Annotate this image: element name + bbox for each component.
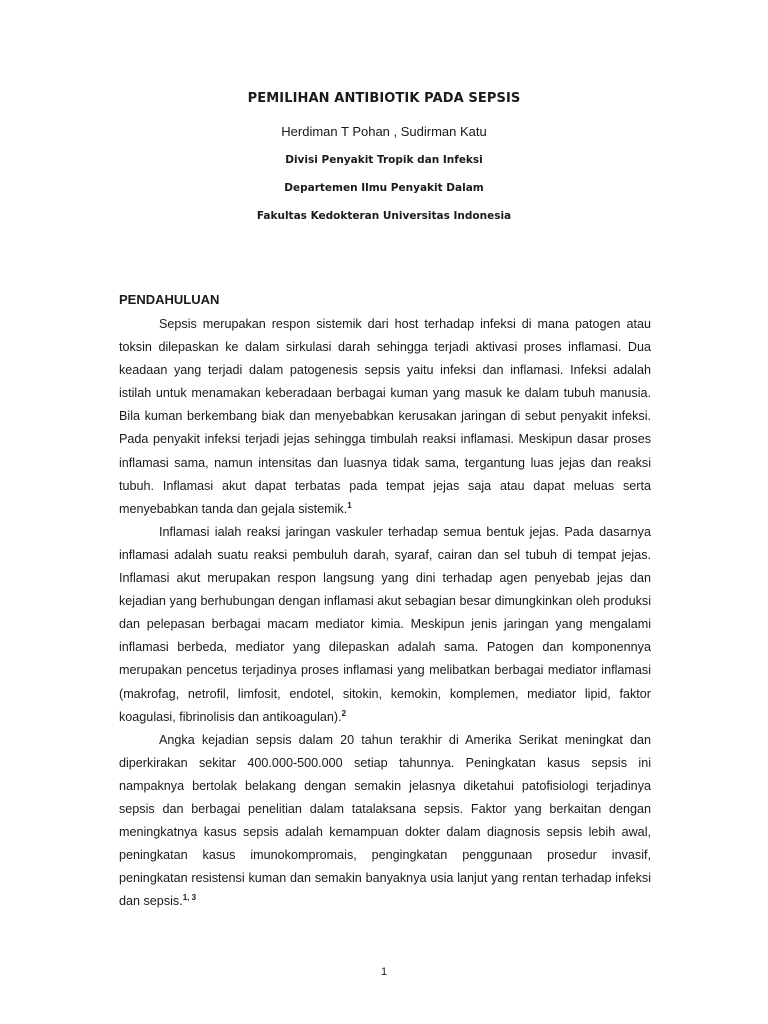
document-title: PEMILIHAN ANTIBIOTIK PADA SEPSIS <box>247 91 521 106</box>
document-authors: Herdiman T Pohan , Sudirman Katu <box>281 124 487 139</box>
paragraph-3-citation: 1, 3 <box>182 893 197 903</box>
paragraph-1-citation: 1 <box>347 500 352 510</box>
page-number: 1 <box>380 966 388 978</box>
paragraph-1-text: Sepsis merupakan respon sistemik dari host terhadap infeksi di mana patogen atau toksin dilepaskan ke dalam sirkulasi darah sehingga terjadi aktivasi proses inflamasi. Dua keadaan yang terjadi dalam patogenesis sepsis yaitu infeksi dan inflamasi. Infeksi adalah istilah untuk menamakan keberadaan berbagai kuman yang masuk ke dalam tubuh manusia. Bila kuman berkembang biak dan menyebabkan kerusakan jaringan di sebut penyakit infeksi. Pada penyakit infeksi terjadi jejas sehingga timbulah reaksi inflamasi. Meskipun dasar proses inflamasi sama, namun intensitas dan luasnya tidak sama, tergantung luas jejas dan reaksi tubuh. Inflamasi akut dapat terbatas pada tempat jejas saja atau dapat meluas serta menyebabkan tanda dan gejala sistemik. <box>119 317 651 516</box>
paragraph-3 <box>119 729 651 914</box>
body-text <box>119 313 651 913</box>
paragraph-2-citation: 2 <box>341 708 347 718</box>
paragraph-2 <box>119 521 651 729</box>
section-heading: PENDAHULUAN <box>119 292 220 307</box>
paragraph-3-text: Angka kejadian sepsis dalam 20 tahun terakhir di Amerika Serikat meningkat dan diperkirakan sekitar 400.000-500.000 setiap tahunnya. Peningkatan kasus sepsis ini nampaknya bertolak belakang dengan semakin jelasnya diketahui patofisiologi terjadinya sepsis dan berbagai penelitian dalam tatalaksana sepsis. Faktor yang berkaitan dengan meningkatnya kasus sepsis adalah kemampuan dokter dalam diagnosis sepsis lebih awal, peningkatan kasus imunokompromais, pengingkatan penggunaan prosedur invasif, peningkatan resistensi kuman dan semakin banyaknya usia lanjut yang rentan terhadap infeksi dan sepsis. <box>119 732 651 909</box>
affiliation-division: Divisi Penyakit Tropik dan Infeksi <box>285 154 483 166</box>
paragraph-2-text: Inflamasi ialah reaksi jaringan vaskuler terhadap semua bentuk jejas. Pada dasarnya inflamasi adalah suatu reaksi pembuluh darah, syaraf, cairan dan sel tubuh di tempat jejas. Inflamasi akut merupakan respon langsung yang dini terhadap agen penyebab jejas dan kejadian yang berhubungan dengan inflamasi akut sebagian besar dimungkinkan oleh produksi dan pelepasan berbagai macam mediator kimia. Meskipun jenis jaringan yang mengalami inflamasi berbeda, mediator yang dilepaskan adalah sama. Patogen dan komponennya merupakan pencetus terjadinya proses inflamasi yang melibatkan berbagai mediator inflamasi (makrofag, netrofil, limfosit, endotel, sitokin, kemokin, komplemen, mediator lipid, faktor koagulasi, fibrinolisis dan antikoagulan). <box>119 524 651 724</box>
affiliation-department: Departemen Ilmu Penyakit Dalam <box>284 182 484 194</box>
affiliation-faculty: Fakultas Kedokteran Universitas Indonesia <box>256 210 512 222</box>
paragraph-1 <box>119 313 651 521</box>
